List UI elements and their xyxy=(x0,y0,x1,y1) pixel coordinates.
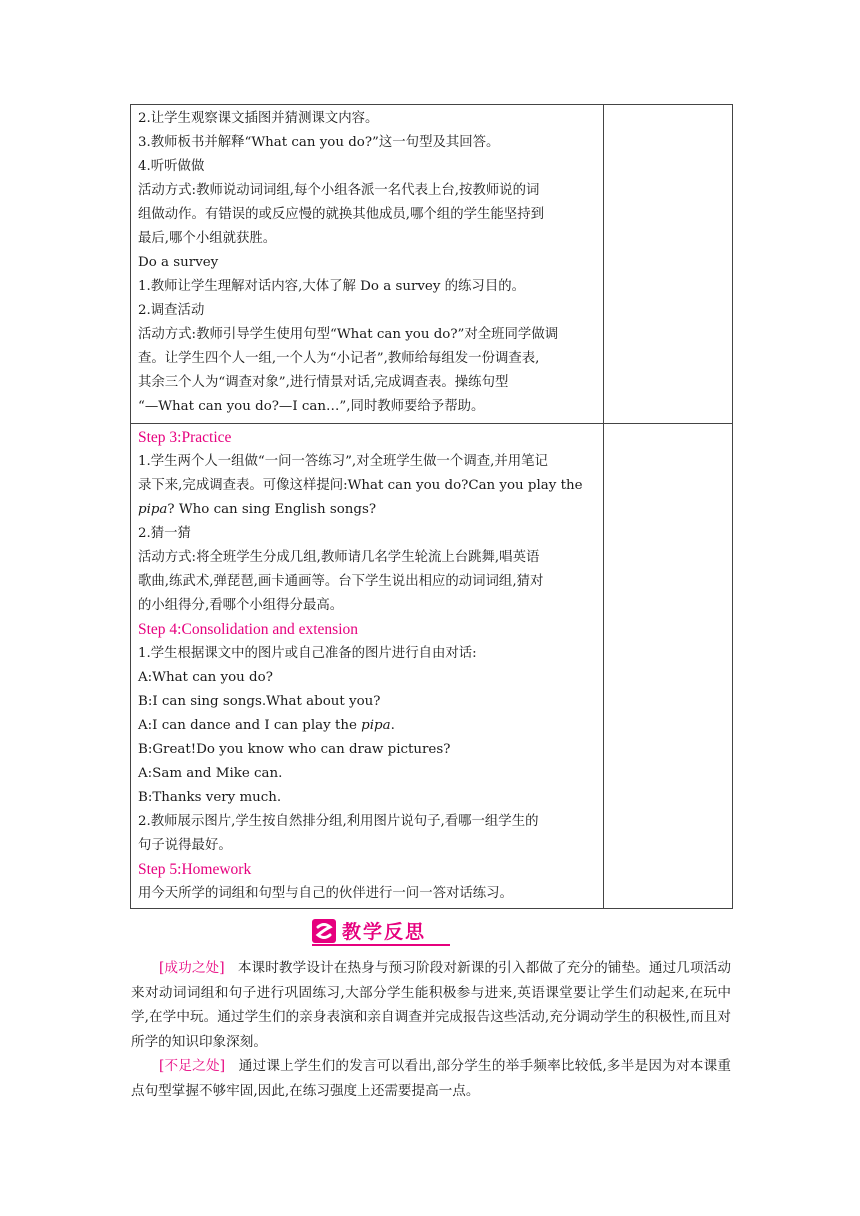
success-text: 本课时教学设计在热身与预习阶段对新课的引入都做了充分的铺垫。通过几项活动来对动词词组和句子进行巩固练习,大部分学生能积极参与进来,英语课堂要让学生们动起来,在玩中学,在学中玩。通过学生们的亲身表演和亲自调查并完成报告这些活动,充分调动学生的积极性,而且对所学的知识印象深刻。 xyxy=(131,960,732,1050)
text-line: 4.听听做做 xyxy=(138,159,205,174)
text-line: A:What can you do? xyxy=(138,670,273,685)
notes-cell xyxy=(604,424,733,909)
text-line: 最后,哪个小组就获胜。 xyxy=(138,231,277,246)
text-line: 用今天所学的词组和句型与自己的伙伴进行一问一答对话练习。 xyxy=(138,886,513,901)
text-line: 活动方式:将全班学生分成几组,教师请几名学生轮流上台跳舞,唱英语 xyxy=(138,550,540,565)
table-row xyxy=(131,105,733,424)
text-line: 3.教师板书并解释“What can you do?”这一句型及其回答。 xyxy=(138,135,500,150)
text-line: 1.学生根据课文中的图片或自己准备的图片进行自由对话: xyxy=(138,646,477,661)
text-line: 录下来,完成调查表。可像这样提问:What can you do?Can you play the xyxy=(138,478,583,493)
text-line: 2.调查活动 xyxy=(138,303,205,318)
reflection-logo-icon xyxy=(312,919,336,943)
text-line: 其余三个人为“调查对象”,进行情景对话,完成调查表。操练句型 xyxy=(138,375,509,390)
shortfall-paragraph xyxy=(131,1054,731,1103)
text-line: 活动方式:教师引导学生使用句型“What can you do?”对全班同学做调 xyxy=(138,327,559,342)
notes-cell xyxy=(604,105,733,424)
step-5-heading: Step 5:Homework xyxy=(138,861,252,878)
text-line: B:I can sing songs.What about you? xyxy=(138,694,381,709)
procedure-cell xyxy=(131,424,604,909)
text-line: 1.学生两个人一组做“一问一答练习”,对全班学生做一个调查,并用笔记 xyxy=(138,454,548,469)
shortfall-text: 通过课上学生们的发言可以看出,部分学生的举手频率比较低,多半是因为对本课重点句型掌握不够牢固,因此,在练习强度上还需要提高一点。 xyxy=(131,1058,731,1099)
step-4-heading: Step 4:Consolidation and extension xyxy=(138,621,358,638)
text-line: 查。让学生四个人一组,一个人为“小记者”,教师给每组发一份调查表, xyxy=(138,351,540,366)
shortfall-tag: [不足之处] xyxy=(159,1058,226,1074)
text-line: 句子说得最好。 xyxy=(138,838,232,853)
table-row xyxy=(131,424,733,909)
success-paragraph xyxy=(131,956,731,1054)
text-line: 组做动作。有错误的或反应慢的就换其他成员,哪个组的学生能坚持到 xyxy=(138,207,544,222)
success-tag: [成功之处] xyxy=(159,960,225,976)
text-line: 1.教师让学生理解对话内容,大体了解 Do a survey 的练习目的。 xyxy=(138,279,525,294)
procedure-text xyxy=(131,105,603,421)
text-line: A:I can dance and I can play the pipa. xyxy=(138,718,395,733)
lesson-plan-table xyxy=(130,104,733,909)
step-3-heading: Step 3:Practice xyxy=(138,429,232,446)
text-line: 2.让学生观察课文插图并猜测课文内容。 xyxy=(138,111,379,126)
reflection-title: 教学反思 xyxy=(342,921,427,943)
text-line: B:Thanks very much. xyxy=(138,790,282,805)
text-line: 2.猜一猜 xyxy=(138,526,191,541)
reflection-header xyxy=(312,918,450,946)
procedure-cell xyxy=(131,105,604,424)
text-line: 2.教师展示图片,学生按自然排分组,利用图片说句子,看哪一组学生的 xyxy=(138,814,539,829)
text-line: 活动方式:教师说动词词组,每个小组各派一名代表上台,按教师说的词 xyxy=(138,183,540,198)
text-line: A:Sam and Mike can. xyxy=(138,766,283,781)
text-line: “—What can you do?—I can…”,同时教师要给予帮助。 xyxy=(138,399,485,414)
text-line: pipa? Who can sing English songs? xyxy=(138,502,377,517)
text-line: B:Great!Do you know who can draw pictures? xyxy=(138,742,451,757)
title-underline xyxy=(312,944,450,946)
text-line: Do a survey xyxy=(138,255,219,270)
text-line: 的小组得分,看哪个小组得分最高。 xyxy=(138,598,344,613)
text-line: 歌曲,练武术,弹琵琶,画卡通画等。台下学生说出相应的动词词组,猜对 xyxy=(138,574,544,589)
